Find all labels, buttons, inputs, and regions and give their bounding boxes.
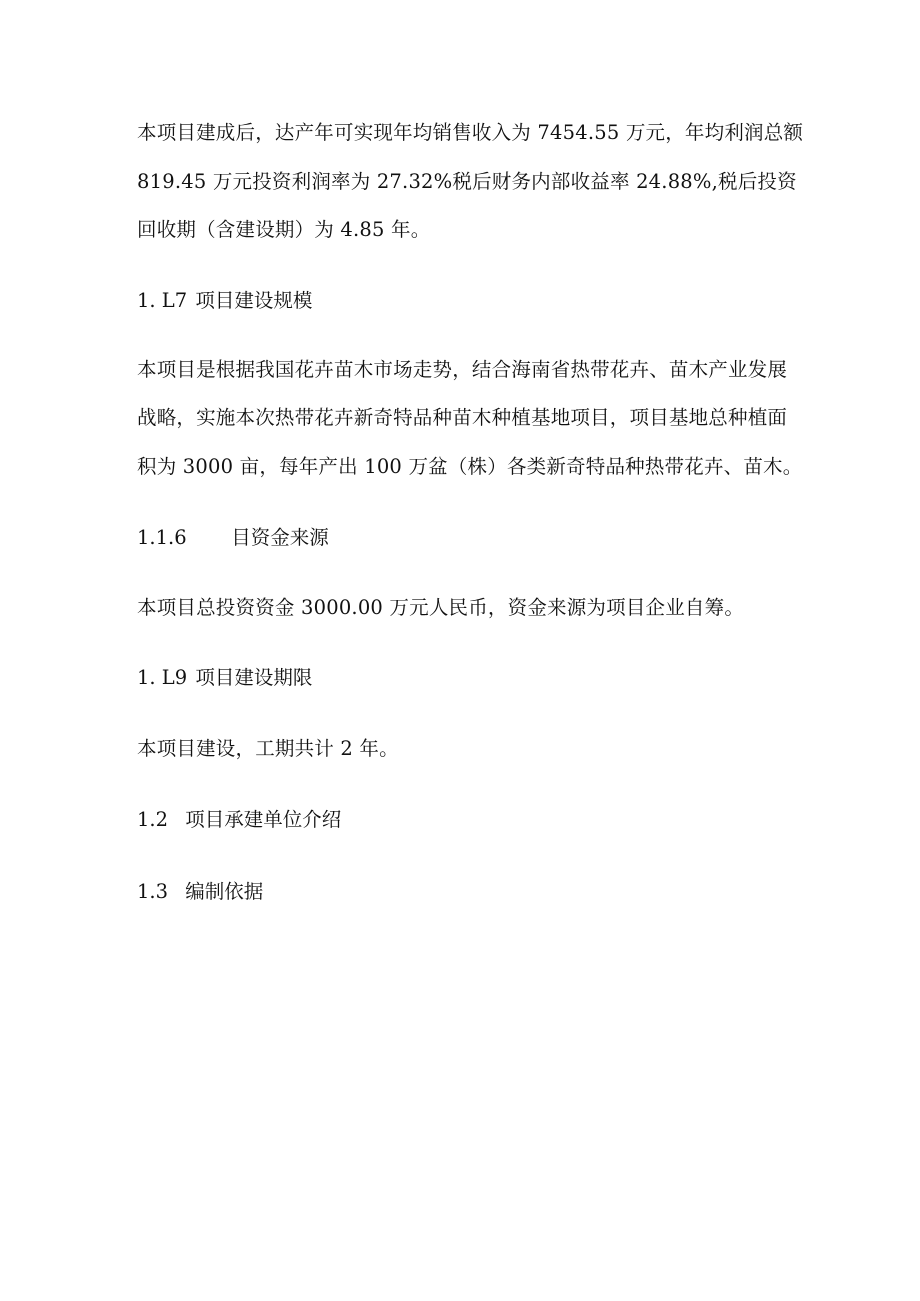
paragraph-scale-line-3: 积为 3000 亩，每年产出 100 万盆（株）各类新奇特品种热带花卉、苗木。 xyxy=(137,455,803,478)
heading-construction-scale xyxy=(137,289,312,313)
paragraph-revenue-line-1: 本项目建成后，达产年可实现年均销售收入为 7454.55 万元，年均利润总额 xyxy=(137,121,804,144)
paragraph-revenue-line-2: 819.45 万元投资利润率为 27.32%税后财务内部收益率 24.88%,税后投资 xyxy=(137,170,797,193)
heading-title: 项目建设规模 xyxy=(195,289,313,312)
heading-title: 目资金来源 xyxy=(231,526,329,549)
heading-title: 项目建设期限 xyxy=(195,666,313,689)
heading-compilation-basis xyxy=(137,880,263,904)
paragraph-scale-line-2: 战略，实施本次热带花卉新奇特品种苗木种植基地项目，项目基地总种植面 xyxy=(137,406,788,429)
heading-number: 1.3 xyxy=(137,880,169,903)
paragraph-period-line-1: 本项目建设，工期共计 2 年。 xyxy=(137,737,399,760)
heading-number: 1.2 xyxy=(137,808,169,831)
heading-contractor-intro xyxy=(137,808,341,832)
paragraph-scale-line-1: 本项目是根据我国花卉苗木市场走势，结合海南省热带花卉、苗木产业发展 xyxy=(137,358,788,381)
heading-funding-source xyxy=(137,526,329,550)
heading-number: 1.1.6 xyxy=(137,526,187,549)
heading-title: 编制依据 xyxy=(185,880,264,903)
heading-title: 项目承建单位介绍 xyxy=(185,808,342,831)
paragraph-revenue-line-3: 回收期（含建设期）为 4.85 年。 xyxy=(137,218,431,241)
heading-number: 1. L9 xyxy=(137,666,188,689)
heading-number: 1. L7 xyxy=(137,289,188,312)
paragraph-funding-line-1: 本项目总投资资金 3000.00 万元人民币，资金来源为项目企业自筹。 xyxy=(137,596,745,619)
heading-construction-period xyxy=(137,666,312,690)
